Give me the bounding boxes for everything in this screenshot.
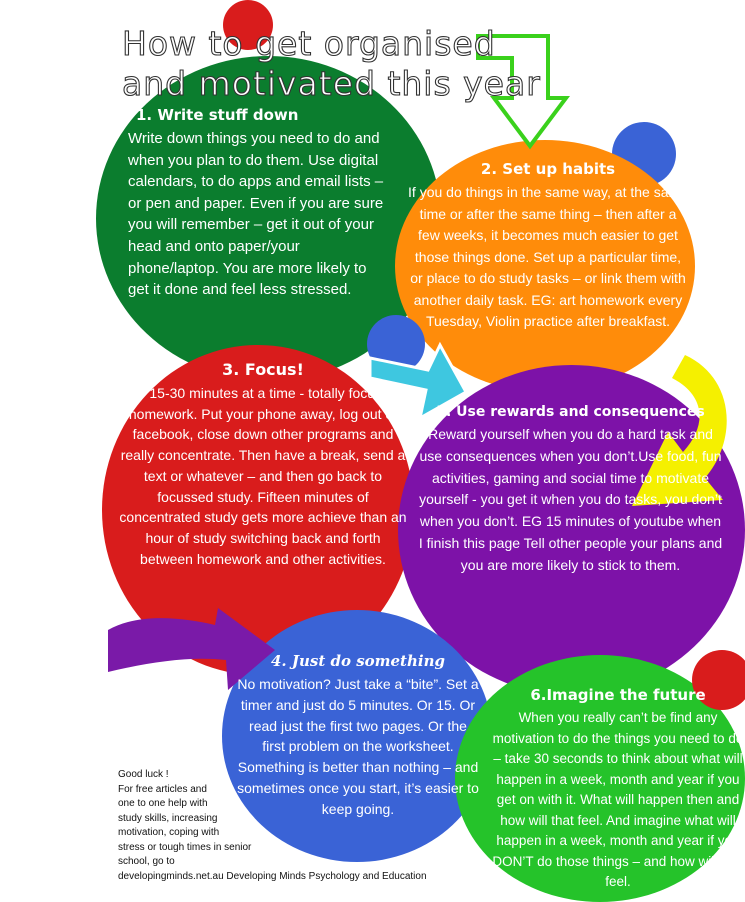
step-6-body: When you really can’t be find any motivation to do the things you need to do – take 30 seconds to think about what will happen in a week, month and year if you get on with it. What will happen then and how will that feel. And imagine what will happen in a week, month and year if you DON’T do those things – and how will that feel.	[492, 710, 744, 889]
page-title	[122, 24, 541, 104]
step-2-body: If you do things in the same way, at the same time or after the same thing – then after a few weeks, it becomes much easier to get those things done. Set up a particular time, or place to do study tasks – or link them with another daily task. EG: art homework every Tuesday, Violin practice after breakfast.	[408, 184, 688, 329]
footer-note	[118, 768, 488, 884]
title-line-1: How to get organised	[122, 24, 496, 63]
step-4-body: No motivation? Just take a “bite”. Set a timer and just do 5 minutes. Or 15. Or read just the first two pages. Or the first problem on the worksheet. Something is better than nothing – and sometimes once you start, it’s easier to keep going.	[237, 676, 479, 817]
step-4-heading: 4. Just do something	[271, 652, 445, 670]
step-2-heading: 2. Set up habits	[480, 160, 616, 178]
step-use-rewards	[418, 404, 723, 577]
footer-line-4: study skills, increasing	[118, 812, 218, 824]
footer-line-7: school, go to	[118, 856, 175, 867]
step-write-stuff-down	[128, 106, 388, 301]
title-line-2: and motivated this year	[122, 64, 541, 103]
step-set-up-habits	[408, 160, 688, 333]
footer-line-6: stress or tough times in senior	[118, 841, 252, 853]
step-1-heading: 1. Write stuff down	[136, 106, 299, 124]
step-imagine-the-future	[492, 686, 744, 893]
step-5-body: Reward yourself when you do a hard task and use consequences when you don’t.Use food, fun activities, gaming and social time to motivate yourself - you get it when you do tasks, you don’t when you don’t. EG 15 minutes of youtube when I finish this page Tell other people your plans and you are more likely to stick to them.	[418, 426, 723, 573]
step-5-heading: 5. Use rewards and consequences	[436, 404, 705, 420]
step-focus	[118, 360, 408, 569]
step-3-body: For 15-30 minutes at a time - totally focus on homework. Put your phone away, log out of facebook, close down other programs and really concentrate. Then have a break, send a text or whatever – and then go back to focussed study. Fifteen minutes of concentrated study gets more achieve than an hour of study switching back and forth between homework and other activities.	[119, 385, 407, 567]
footer-line-2: For free articles and	[118, 783, 207, 795]
step-1-body: Write down things you need to do and when you plan to do them. Use digital calendars, to do apps and email lists – or pen and paper. Even if you are sure you will remember – get it out of your head and onto paper/your phone/laptop. You are more likely to get it done and feel less stressed.	[128, 130, 384, 299]
footer-line-1: Good luck !	[118, 769, 169, 780]
footer-website: developingminds.net.au Developing Minds Psychology and Education	[118, 870, 427, 882]
step-3-heading: 3. Focus!	[222, 360, 304, 379]
footer-line-5: motivation, coping with	[118, 827, 220, 838]
footer-line-3: one to one help with	[118, 798, 208, 809]
step-6-heading: 6.Imagine the future	[530, 686, 706, 704]
